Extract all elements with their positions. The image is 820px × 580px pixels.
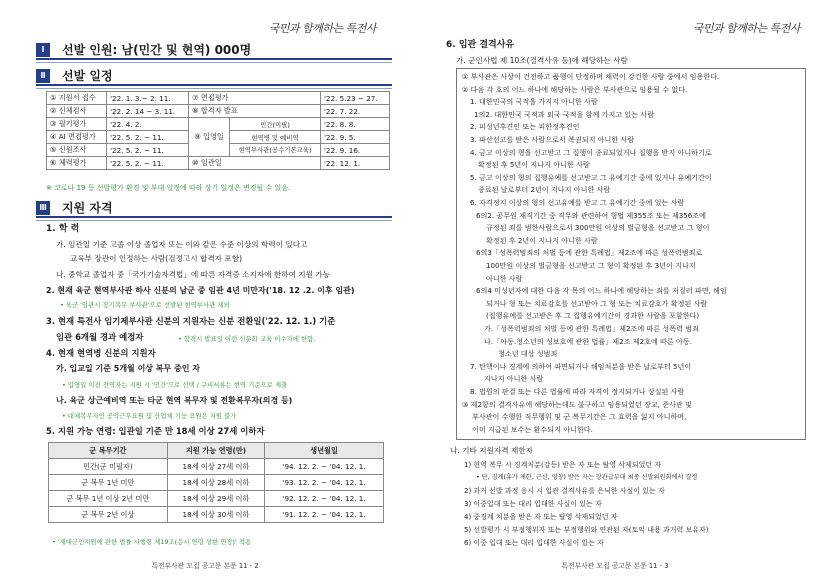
law-line: 2. 피성년후견인 또는 피한정후견인 xyxy=(470,122,580,132)
item-disqualification: 6. 임관 결격사유 xyxy=(446,40,515,50)
item-text: 가. 군인사법 제 10조(결격사유 등)에 해당하는 사람 xyxy=(456,56,628,65)
page-footer: 특전부사관 모집 공고문 본문 11 - 2 xyxy=(151,562,259,570)
section-title: 지원 자격 xyxy=(62,201,113,215)
law-line: 3. 파산선고를 받은 사람으로서 복권되지 아니한 사람 xyxy=(470,135,635,144)
restriction-item: 1) 현역 복무 시 징계처분(강등) 받은 자 또는 탈영 삭제되었던 자 xyxy=(464,461,662,469)
table-row: ① 지원서 접수 '22. 1. 3.~ 2. 11. ⑦ 면접평가 '22. 5.23 ~ 27. xyxy=(47,92,390,105)
item-note: • 합격시 발표일 이전 신분화 교육 이수자에 한함. xyxy=(178,335,316,343)
law-line: 100만원 이상의 벌금형을 선고받고 그 형이 확정된 후 3년이 지나지 xyxy=(486,261,696,270)
table-row: 민간(군 미필자) 18세 이상 27세 이하 '94. 12. 2. ~ '04. 12. 1. xyxy=(49,459,384,475)
law-line: 6의3「성폭력범죄의 처벌 등에 관한 특례법」제2조에 따른 성폭력범죄로 xyxy=(476,248,703,258)
section-number: Ⅲ xyxy=(36,201,50,215)
law-line: ① 부사관은 사상이 건전하고 품행이 단정하며 체력이 강건한 사람 중에서 임용한다. xyxy=(462,72,720,81)
law-line: 아니한 사람 xyxy=(486,273,523,283)
section-schedule xyxy=(36,66,392,86)
item-note: • 육군 '임관시 장기복무 부사관'으로 선발된 현역부사관 제외 xyxy=(60,301,230,309)
law-line: 5. 금고 이상의 형의 집행유예를 선고받고 그 유예기간 중에 있거나 유예기간이 xyxy=(470,172,712,182)
law-line: 확정된 후 5년이 지나지 아니한 사람 xyxy=(478,160,590,170)
law-line: 확정된 후 2년이 지나지 아니한 사람 xyxy=(486,235,598,245)
law-line: 나.「아동.청소년의 성보호에 관한 법률」제2조 제2호에 따른 아동. xyxy=(484,336,692,346)
law-line: 이미 지급된 보수는 환수되지 아니한다. xyxy=(472,424,593,434)
item-soldier: 4. 현재 현역병 신분의 지원자 xyxy=(46,348,156,358)
item-education: 1. 학 력 xyxy=(46,224,80,234)
law-line: 지나지 아니한 사람 xyxy=(484,374,544,384)
section-recruit-count xyxy=(36,40,392,60)
item-note: • 대체복무자인 공익근무요원 및 산업체 기능 요원은 지원 불가 xyxy=(62,412,237,420)
section-title: 선발 일정 xyxy=(62,69,113,83)
law-line: ③ 제2항의 결격사유에 해당하는데도 불구하고 임용되었던 장교, 준사관 및 xyxy=(462,399,692,409)
table-row: ⑤ 신원조사 '22. 5. 2. ~ 11. 현역부사관(공수기본교육) '22. 9. 16. xyxy=(47,144,390,157)
restriction-item: 6) 이중 입대 또는 대리 입대한 사실이 있는 자 xyxy=(464,539,604,547)
right-page xyxy=(410,0,820,580)
law-line: (집행유예를 선고받은 후 그 집행유예기간이 경과한 사람을 포함한다) xyxy=(486,311,700,321)
item-term-nco: 3. 현재 특전사 임기제부사관 신분의 지원자는 신분 전환일('22. 12. 1.) 기준 xyxy=(46,316,336,326)
table-row: ③ 필기평가 '22. 4. 2. ⑨ 입영일 민간(미필) '22. 8. 8. xyxy=(47,118,390,131)
table-row: 군 복무 1년 미만 18세 이상 28세 이하 '93. 12. 2. ~ '04. 12. 1. xyxy=(49,475,384,491)
law-line: 8. 법원의 판결 또는 다른 법률에 따라 자격이 정지되거나 상실된 사람 xyxy=(470,387,685,396)
item-text: 나. 중학교 졸업자 중「국가기술자격법」에 따른 자격증 소지자에 한하여 지원 가능 xyxy=(56,270,331,279)
item-text: 나. 기타 지원자격 제한자 xyxy=(450,446,534,455)
law-line: 6의4 미성년자에 대한 다음 각 목의 어느 하나에 해당하는 죄를 저질러 파면, 해임 xyxy=(476,286,727,296)
law-line: 종료된 날로부터 2년이 지나지 아니한 사람 xyxy=(478,185,611,195)
item-note: • 입영일 이전 전역자는 지원 시 '민간'으로 선택 / 구비서류는 현역 기준으로 제출 xyxy=(62,381,288,389)
table-row: ② 신체검사 '22. 2. 14 ~ 3. 11. ⑧ 합격자 발표 '22. 7. 22. xyxy=(47,105,390,118)
law-line: 1의2. 대한민국 국적과 외국 국적을 함께 가지고 있는 사람 xyxy=(474,109,655,119)
item-text: 가. 입교일 기준 5개월 이상 복무 중인 자 xyxy=(56,364,201,373)
restriction-item: • 단, 징계(휴가 제한, 근신, 영창) 받은 자는 장관급부대 최종 선발위원회에서 결정 xyxy=(476,474,698,481)
law-line: 되거나 형 또는 치료감호를 선고받아 그 형 또는 치료감호가 확정된 사람 xyxy=(486,298,708,308)
brand-logo: 국민과 함께하는 특전사 xyxy=(692,22,800,35)
table-row: ④ AI 면접평가 '22. 5. 2. ~ 11. 현역병 및 예비역 '22. 9. 5. xyxy=(47,131,390,144)
item-age: 5. 지원 가능 연령: 입관일 기준 만 18세 이상 27세 이하자 xyxy=(46,426,265,436)
section-number: Ⅱ xyxy=(36,69,50,83)
item-text: 가. 임관일 기준 고졸 이상 졸업자 또는 이와 같은 수준 이상의 학력이 있다고 xyxy=(56,240,308,249)
item-nco: 2. 현재 육군 현역부사관 하사 신분의 남군 중 임관 4년 미만자('18. 12 .2. 이후 임관) xyxy=(46,286,355,295)
restriction-item: 3) 이중입대 또는 대리 입대한 사실이 있는 자 xyxy=(464,500,602,508)
restriction-item: 2) 과거 선발 과정 응시 시 입관 결격사유를 은닉한 사실이 있는 자 xyxy=(464,487,665,495)
law-line: 부사관이 수행한 직무행위 및 군 복무기간은 그 효력을 잃지 아니하며, xyxy=(472,412,687,422)
table-header: 군 복무기간 지원 가능 연령(만) 생년월일 xyxy=(49,443,384,459)
age-table xyxy=(48,442,384,523)
age-note: • '제대군인지원에 관한 법률 시행령 제19조(응시 연령 상한 연장)' 적용 xyxy=(52,538,252,546)
section-number: Ⅰ xyxy=(36,43,50,57)
item-term-nco-2: 임관 6개월 경과 예정자 xyxy=(56,332,144,342)
section-title: 선발 인원: 남(민간 및 현역) 000명 xyxy=(62,43,252,57)
law-line: 규정된 죄를 범한사람으로서 300만원 이상의 벌금형을 선고받고 그 형이 xyxy=(486,223,710,233)
brand-logo: 국민과 함께하는 특전사 xyxy=(268,22,376,35)
schedule-table xyxy=(46,91,390,170)
table-row: 군 복무 2년 이상 18세 이상 30세 이하 '91. 12. 2. ~ '04. 12. 1. xyxy=(49,507,384,523)
table-row: 군 복무 1년 이상 2년 미만 18세 이상 29세 이하 '92. 12. 2. ~ '04. 12. 1. xyxy=(49,491,384,507)
page-footer: 특전부사관 모집 공고문 본문 11 - 3 xyxy=(561,562,669,570)
law-line: 1. 대한민국의 국적을 가지지 아니한 사람 xyxy=(470,97,598,107)
section-eligibility xyxy=(36,198,392,218)
law-line: 6의2. 공무원 재직기간 중 직무와 관련하여 형법 제355조 또는 제356조에 xyxy=(476,210,706,220)
law-line: 6. 자격정지 이상의 형의 선고유예를 받고 그 유예기간 중에 있는 사람 xyxy=(470,198,685,207)
law-line: 청소년 대상 성범죄 xyxy=(498,349,558,359)
item-text: 교육부 장관이 인정하는 사람(검정고시 합격자 포함) xyxy=(70,254,243,263)
schedule-note: ※ 코로나 19 등 선발평가 환경 및 부대 일정에 따라 상기 일정은 변경될 수 있음. xyxy=(46,184,291,192)
restriction-item: 4) 중징계 처분을 받은 자 또는 탈영 삭제되었던 자 xyxy=(464,513,618,521)
table-row: ⑥ 체력평가 '22. 5. 2. ~ 11. ⑩ 임관일 '22. 12. 1. xyxy=(47,157,390,170)
item-text: 나. 육군 상근예비역 또는 타군 현역 복무자 및 전환복무자(의경 등) xyxy=(56,396,293,405)
law-line: 7. 탄핵이나 징계에 의하여 파면되거나 해임처분을 받은 날로부터 5년이 xyxy=(470,361,692,371)
law-line: 4. 금고 이상의 형을 선고받고 그 집행이 종료되었거나 집행을 받지 아니하기로 xyxy=(470,147,712,157)
law-line: ② 다음 각 호의 어느 하나에 해당하는 사람은 부사관으로 임용될 수 없다. xyxy=(462,84,688,94)
restriction-item: 5) 선발평가 시 부정행위자 또는 부정행위와 연관된 자(토익 내용 과거력 보유자) xyxy=(464,526,709,534)
law-line: 가.「성폭력범죄의 처벌 등에 관한 특례법」제2조에 따른 성폭력 범죄 xyxy=(484,324,699,333)
